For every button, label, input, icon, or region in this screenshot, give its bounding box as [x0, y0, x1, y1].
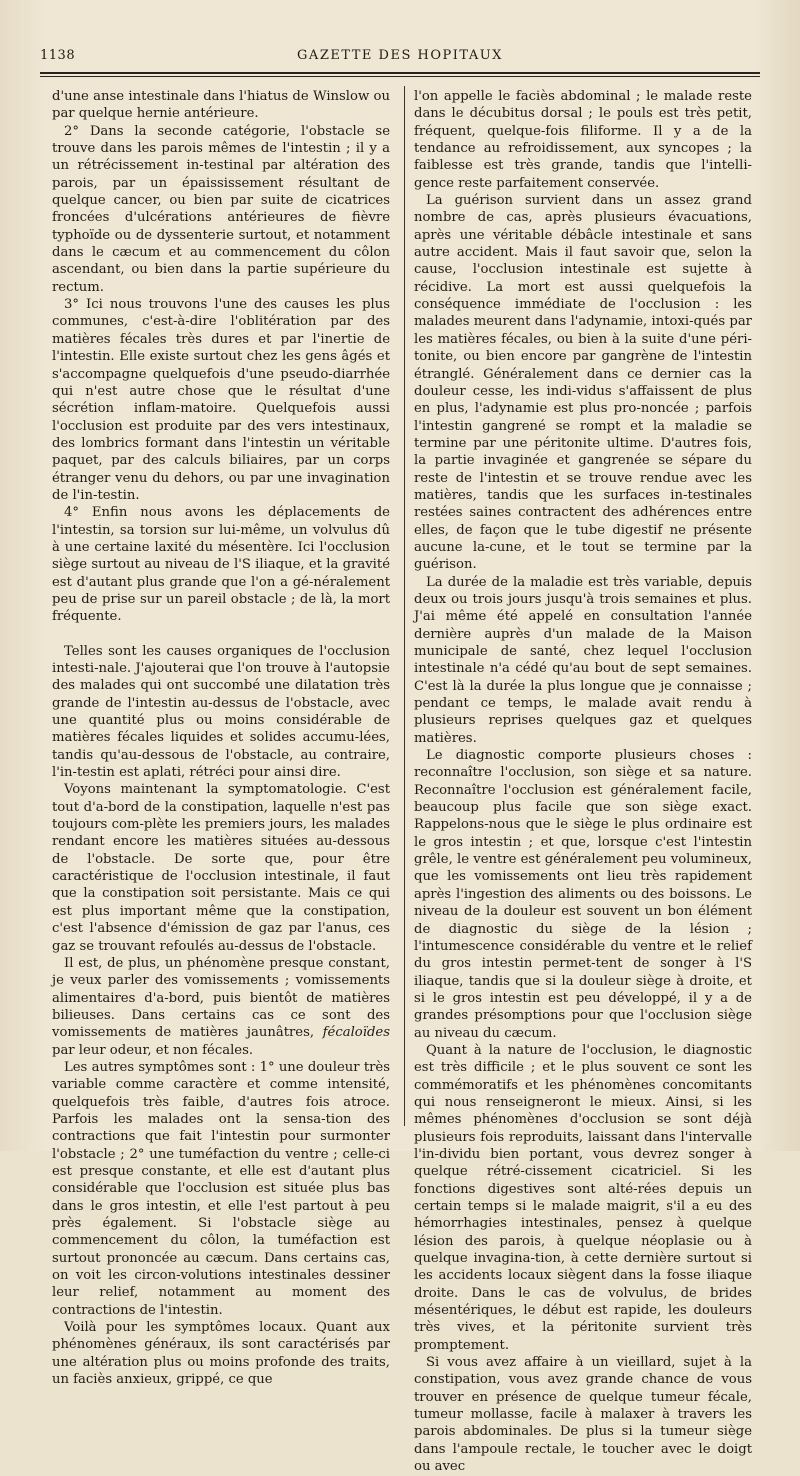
paragraph-text: Il est, de plus, un phénomène presque constant, je veux parler des vomissements ; vomissements alimentaires d'a-bord, puis bientôt de matières bilieuses. Dans certains cas ce sont des vomissements de matières jaunâtres, — [52, 955, 390, 1041]
header-rule-thin — [40, 76, 760, 77]
paragraph: 4° Enfin nous avons les déplacements de l'intestin, sa torsion sur lui-même, un volvulus dû à une certaine laxité du mésentère. Ici l'occlusion siège surtout au niveau de l'S iliaque, et la gravité est d'autant plus grande que l'on a gé-néralement peu de prise sur un pareil obstacle ; de là, la mort fréquente. — [52, 505, 390, 625]
paragraph: Quant à la nature de l'occlusion, le diagnostic est très difficile ; et le plus souvent ce sont les commémoratifs et les phénomènes concomitants qui nous renseigneront le mieux. Ainsi, si les mêmes phénomènes d'occlusion se sont déjà plusieurs fois reproduits, laissant dans l'intervalle l'in-dividu bien portant, vous devrez songer à quelque rétré-cissement cicatriciel. Si les fonctions digestives sont alté-rées depuis un certain temps si le malade maigrit, s'il a eu des hémorrhagies intestinales, pensez à quelque lésion des parois, à quelque néoplasie ou à quelque invagina-tion, à cette dernière surtout si les accidents locaux siègent dans la fosse iliaque droite. Dans le cas de volvulus, de brides mésentériques, le début est rapide, les douleurs très vives, et la péritonite survient très promptement. — [414, 1042, 752, 1353]
paragraph: Telles sont les causes organiques de l'occlusion intesti-nale. J'ajouterai que l'on trouve à l'autopsie des malades qui ont succombé une dilatation très grande de l'intestin au-dessus de l'obstacle, avec une quantité plus ou moins considérable de matières fécales liquides et solides accumu-lées, tandis qu'au-dessous de l'obstacle, au contraire, l'in-testin est aplati, rétréci pour ainsi dire. — [52, 643, 390, 781]
paragraph: d'une anse intestinale dans l'hiatus de Winslow ou par quelque hernie antérieure. — [52, 89, 390, 122]
paragraph: Les autres symptômes sont : 1° une douleur très variable comme caractère et comme intensité, quelquefois très faible, d'autres fois atroce. Parfois les malades ont la sensa-tion des contractions que fait l'intestin pour surmonter l'obstacle ; 2° une tuméfaction du ventre ; celle-ci est presque constante, et elle est d'autant plus considérable que l'occlusion est située plus bas dans le gros intestin, et elle l'est partout à peu près également. Si l'obstacle siège au commencement du côlon, la tuméfaction est surtout prononcée au cæcum. Dans certains cas, on voit les circon-volutions intestinales dessiner leur relief, notamment au moment des contractions de l'intestin. — [52, 1059, 390, 1318]
paragraph: Voyons maintenant la symptomatologie. C'est tout d'a-bord de la constipation, laquelle n'est pas toujours com-plète les premiers jours, les malades rendant encore les matières situées au-dessous de l'obstacle. De sorte que, pour être caractéristique de l'occlusion intestinale, il faut que la constipation soit persistante. Mais ce qui est plus important même que la constipation, c'est l'absence d'émission de gaz par l'anus, ces gaz se trouvant refoulés au-dessus de l'obstacle. — [52, 782, 390, 954]
column-divider — [404, 86, 405, 1126]
paragraph: 3° Ici nous trouvons l'une des causes les plus communes, c'est-à-dire l'oblitération par des matières fécales très dures et par l'inertie de l'intestin. Elle existe surtout chez les gens âgés et s'accompagne quelquefois d'une pseudo-diarrhée qui n'est autre chose que le résultat d'une sécrétion inflam-matoire. Quelquefois aussi l'occlusion est produite par des vers intestinaux, des lombrics formant dans l'intestin un véritable paquet, par des calculs biliaires, par un corps étranger venu du dehors, ou par une invagination de l'in-testin. — [52, 297, 390, 503]
paragraph: Le diagnostic comporte plusieurs choses : reconnaître l'occlusion, son siège et sa nature. Reconnaître l'occlusion est généralement facile, beaucoup plus facile que son siège exact. Rappelons-nous que le siège le plus ordinaire est le gros intestin ; et que, lorsque c'est l'intestin grêle, le ventre est généralement peu volumineux, que les vomissements ont lieu très rapidement après l'ingestion des aliments ou des boissons. Le niveau de la douleur est souvent un bon élément de diagnostic du siège de la lésion ; l'intumescence considérable du ventre et le relief du gros intestin permet-tent de songer à l'S iliaque, tandis que si la douleur siège à droite, et si le gros intestin est peu développé, il y a de grandes présomptions pour que l'occlusion siège au niveau du cæcum. — [414, 748, 752, 1041]
paragraph — [52, 955, 390, 1059]
paragraph-text: par leur odeur, et non fécales. — [52, 1042, 254, 1058]
italic-term: fécaloïdes — [322, 1025, 390, 1041]
page-number: 1138 — [40, 48, 76, 63]
paragraph: La durée de la maladie est très variable, depuis deux ou trois jours jusqu'à trois semaines et plus. J'ai même été appelé en consultation l'année dernière auprès d'un malade de la Maison municipale de santé, chez lequel l'occlusion intestinale n'a cédé qu'au bout de sept semaines. C'est là la durée la plus longue que je connaisse ; pendant ce temps, le malade avait rendu à plusieurs reprises quelques gaz et quelques matières. — [414, 574, 752, 746]
left-column — [52, 88, 390, 1388]
journal-title: GAZETTE DES HOPITAUX — [297, 48, 503, 63]
paragraph: Si vous avez affaire à un vieillard, sujet à la constipation, vous avez grande chance de vous trouver en présence de quelque tumeur fécale, tumeur mollasse, facile à malaxer à travers les parois abdominales. De plus si la tumeur siège dans l'ampoule rectale, le toucher avec le doigt ou avec — [414, 1355, 752, 1475]
right-column — [414, 88, 752, 1476]
paragraph: La guérison survient dans un assez grand nombre de cas, après plusieurs évacuations, après une véritable débâcle intestinale et sans autre accident. Mais il faut savoir que, selon la cause, l'occlusion intestinale est sujette à récidive. La mort est aussi quelquefois la conséquence immédiate de l'occlusion : les malades meurent dans l'adynamie, intoxi-qués par les matières fécales, ou bien à la suite d'une péri-tonite, ou bien encore par gangrène de l'intestin étranglé. Généralement dans ce dernier cas la douleur cesse, les indi-vidus s'affaissent de plus en plus, l'adynamie est plus pro-noncée ; parfois l'intestin gangrené se rompt et la maladie se termine par une péritonite ultime. D'autres fois, la partie invaginée et gangrenée se sépare du reste de l'intestin et se trouve rendue avec les matières, tandis que les surfaces in-testinales restées saines contractent des adhérences entre elles, de façon que le tube digestif ne présente aucune la-cune, et le tout se termine par la guérison. — [414, 193, 752, 573]
paragraph: l'on appelle le faciès abdominal ; le malade reste dans le décubitus dorsal ; le pouls est très petit, fréquent, quelque-fois filiforme. Il y a de la tendance au refroidissement, aux syncopes ; la faiblesse est très grande, tandis que l'intelli-gence reste parfaitement conservée. — [414, 89, 752, 191]
paragraph: Voilà pour les symptômes locaux. Quant aux phénomènes généraux, ils sont caractérisés par une altération plus ou moins profonde des traits, un faciès anxieux, grippé, ce que — [52, 1320, 390, 1388]
header-rule-thick — [40, 72, 760, 74]
page-header — [40, 48, 760, 70]
paragraph: 2° Dans la seconde catégorie, l'obstacle se trouve dans les parois mêmes de l'intestin ; il y a un rétrécissement in-testinal par altération des parois, par un épaississement résultant de quelque cancer, ou bien par suite de cicatrices froncées d'ulcérations antérieures de fièvre typhoïde ou de dyssenterie surtout, et notamment dans le cæcum et au commencement du côlon ascendant, ou bien dans la partie supérieure du rectum. — [52, 123, 390, 295]
